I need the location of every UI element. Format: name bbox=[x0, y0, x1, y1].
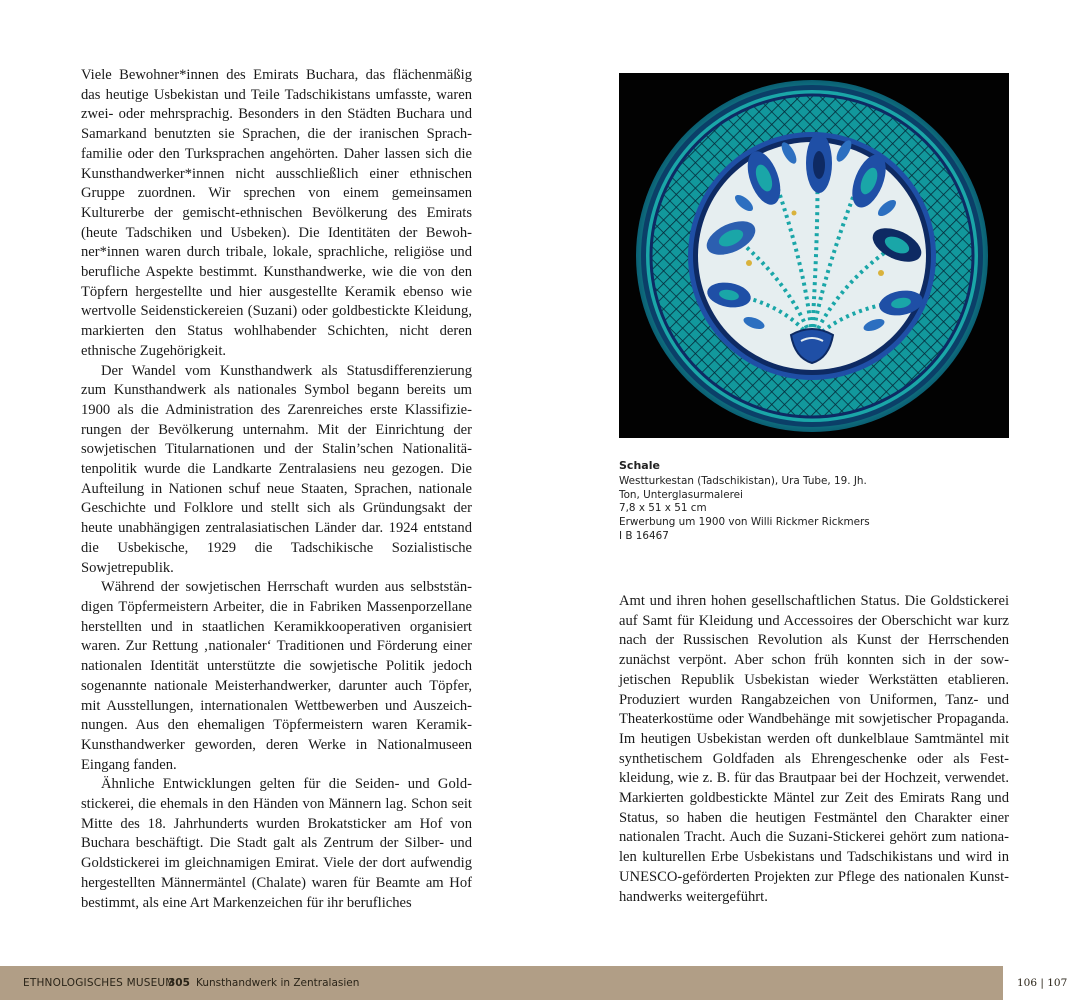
paragraph: Der Wandel vom Kunsthandwerk als Statusdifferenzierung zum Kunsthandwerk als nationales Symbol begann bereits um 1900 als die Administration des Zarenreiches erste Klassifizierungen der Bevölkerung unternahm. Mit der Einrichtung der sowjetischen Titularnationen und der Stalin’schen Nationalitätenpolitik wurde die Landkarte Zentralasiens neu gezogen. Die Aufteilung in Nationen schuf neue Staaten, Sprachen, nationale Geschichte und Folklore und stellt sich als Gründungsakt der heute unabhängigen zentralasiatischen Länder dar. 1924 entstand die Usbekische, 1929 die Tadschikische Sozialistische Sowjetrepublik. bbox=[81, 362, 472, 576]
page-footer bbox=[0, 966, 1091, 1000]
caption-title: Schale bbox=[619, 459, 660, 472]
left-text-column bbox=[81, 66, 472, 913]
page-numbers: 106 | 107 bbox=[1017, 977, 1068, 989]
paragraph: Während der sowjetischen Herrschaft wurden aus selbstständigen Töpfermeistern Arbeiter, die in Fabriken Massenporzellane herstellten und in staatlichen Keramikkooperativen organisiert waren. Zur Rettung ‚nationaler‘ Traditionen und Förderung einer nationalen Identität unterstützte die sowjetische Politik jedoch sogenannte nationale Meisterhandwerker, darunter auch Töpfer, mit Ausstellungen, internationalen Wettbewerben und Auszeichnungen. Aus den ehemaligen Töpfermeistern waren Keramik-Kunsthandwerker geworden, deren Werke in Nationalmuseen Eingang fanden. bbox=[81, 579, 472, 773]
right-text-column bbox=[619, 592, 1009, 907]
caption-line: I B 16467 bbox=[619, 529, 669, 542]
ceramic-plate-illustration bbox=[619, 73, 1009, 438]
caption-line: Erwerbung um 1900 von Willi Rickmer Rickmers bbox=[619, 516, 870, 529]
caption-line: Westturkestan (Tadschikistan), Ura Tube, 19. Jh. bbox=[619, 474, 867, 487]
page-numbers-box bbox=[1003, 966, 1091, 1000]
paragraph: Amt und ihren hohen gesellschaftlichen Status. Die Goldstickerei auf Samt für Kleidung und Accessoires der Oberschicht war kurz nach der Russischen Revolution als Kunst der Herrschenden zunächst verpönt. Aber schon früh konnten sich in der sowjetischen Republik Usbekistan wieder Werkstätten etablieren. Produziert wurden Rangabzeichen von Uniformen, Tanz- und Theaterkostüme oder Wandbehänge mit sowjetischer Propaganda. Im heutigen Usbekistan werden oft dunkelblaue Samtmäntel mit synthetischem Goldfaden als Ehrengeschenke oder als Festkleidung, wie z. B. für das Brautpaar bei der Hochzeit, verwendet. Markierten goldbestickte Mäntel zur Zeit des Emirats Rang und Status, so haben die heutigen Festmäntel den Charakter einer nationalen Tracht. Auch die Suzani-Stickerei gehört zum nationalen kulturellen Erbe Usbekistans und Tadschikistans und wird in UNESCO-geförderten Projekten zur Pflege des nationalen Kunsthandwerks weitergeführt. bbox=[619, 593, 1009, 905]
paragraph: Ähnliche Entwicklungen gelten für die Seiden- und Goldstickerei, die ehemals in den Händen von Männern lag. Schon seit Mitte des 18. Jahrhunderts wurden Brokatsticker am Hof von Buchara beschäftigt. Die Stadt galt als Zentrum der Silber- und Goldstickerei im gleichnamigen Emirat. Viele der dort aufwendig hergestellten Männermäntel (Chalate) waren für Beamte am Hof bestimmt, als eine Art Markenzeichen für ihr berufliches bbox=[81, 776, 472, 911]
figure-caption bbox=[619, 459, 919, 544]
footer-catalog-page: 305 bbox=[168, 977, 190, 989]
caption-line: Ton, Unterglasurmalerei bbox=[619, 488, 743, 501]
plate-photo bbox=[619, 73, 1009, 438]
footer-museum-name: ETHNOLOGISCHES MUSEUM bbox=[23, 977, 175, 989]
caption-line: 7,8 x 51 x 51 cm bbox=[619, 502, 707, 515]
footer-section-title: Kunsthandwerk in Zentralasien bbox=[196, 977, 360, 989]
paragraph: Viele Bewohner*innen des Emirats Buchara, das flächenmäßig das heutige Usbekistan und Teile Tadschikistans umfasste, waren zwei- oder mehrsprachig. Besonders in den Städten Buchara und Samarkand benutzten sie Sprachen, die der iranischen Sprachfamilie oder den Turksprachen angehörten. Daher lassen sich die Kunsthandwerker*innen nicht ausschließlich einer ethnischen Gruppe zuordnen. Wir sprechen von einem gemeinsamen Kulturerbe der gemischt-ethnischen Bevölkerung des Emirats (heute Tadschiken und Usbeken). Die Identitäten der Bewohner*innen waren durch tribale, lokale, sprachliche, religiöse und berufliche Aspekte bestimmt. Kunsthandwerke, wie die von den Töpfern hergestellte und hier ausgestellte Keramik ebenso wie wertvolle Seidenstickereien (Suzani) oder goldbestickte Kleidung, markierten den Status wohlhabender Schichten, nicht deren ethnische Zugehörigkeit. bbox=[81, 67, 472, 359]
